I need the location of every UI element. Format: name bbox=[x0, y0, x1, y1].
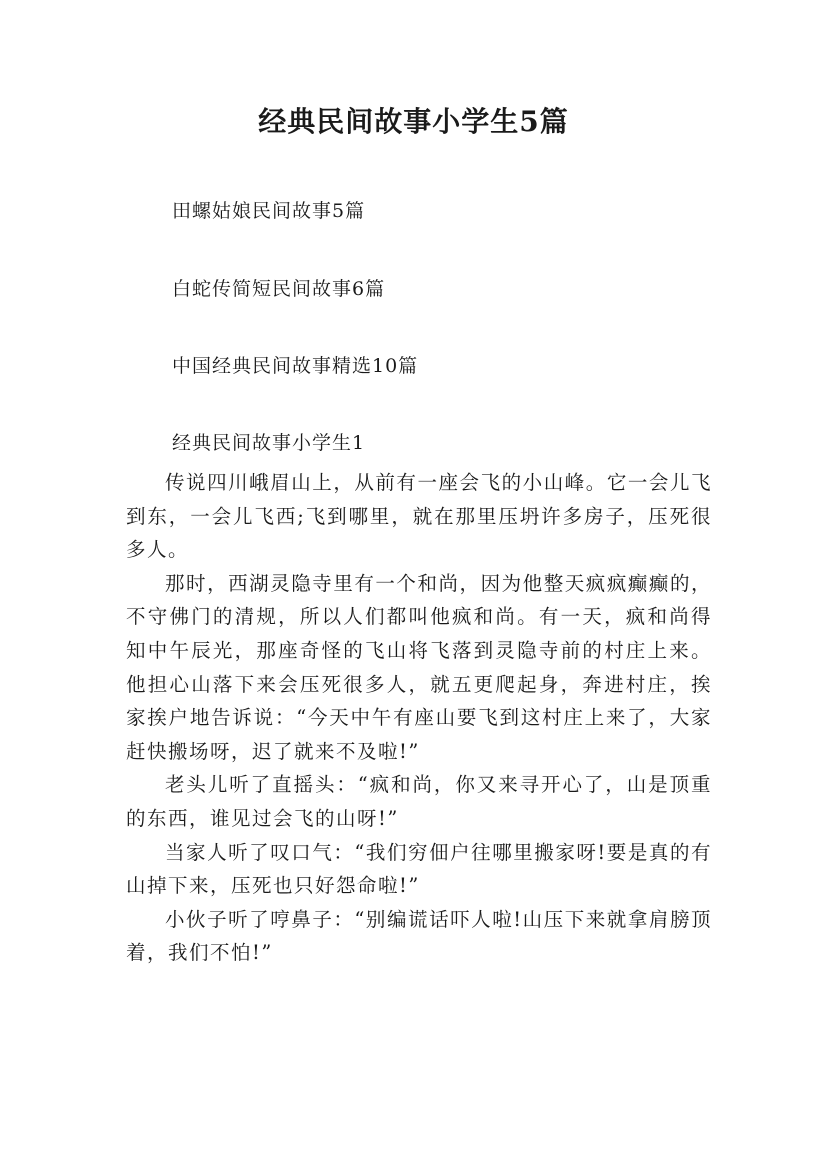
toc-item-2: 白蛇传简短民间故事6篇 bbox=[172, 278, 386, 300]
toc-item-1: 田螺姑娘民间故事5篇 bbox=[172, 200, 366, 222]
section-heading: 经典民间故事小学生1 bbox=[172, 432, 366, 454]
paragraph-1: 传说四川峨眉山上，从前有一座会飞的小山峰。它一会儿飞到东，一会儿飞西;飞到哪里，就在那里压坍许多房子，压死很多人。 bbox=[126, 471, 712, 562]
paragraph-4: 当家人听了叹口气：“我们穷佃户往哪里搬家呀!要是真的有山掉下来，压死也只好怨命啦!” bbox=[126, 840, 712, 898]
document-title: 经典民间故事小学生5篇 bbox=[258, 105, 569, 138]
paragraph-5: 小伙子听了哼鼻子：“别编谎话吓人啦!山压下来就拿肩膀顶着，我们不怕!” bbox=[126, 907, 712, 965]
toc-item-3: 中国经典民间故事精选10篇 bbox=[172, 355, 419, 377]
paragraph-2: 那时，西湖灵隐寺里有一个和尚，因为他整天疯疯癫癫的，不守佛门的清规，所以人们都叫他疯和尚。有一天，疯和尚得知中午辰光，那座奇怪的飞山将飞落到灵隐寺前的村庄上来。他担心山落下来会压死很多人，就五更爬起身，奔进村庄，挨家挨户地告诉说：“今天中午有座山要飞到这村庄上来了，大家赶快搬场呀，迟了就来不及啦!” bbox=[126, 571, 712, 763]
story-body bbox=[126, 466, 712, 970]
paragraph-3: 老头儿听了直摇头：“疯和尚，你又来寻开心了，山是顶重的东西，谁见过会飞的山呀!” bbox=[126, 773, 712, 830]
